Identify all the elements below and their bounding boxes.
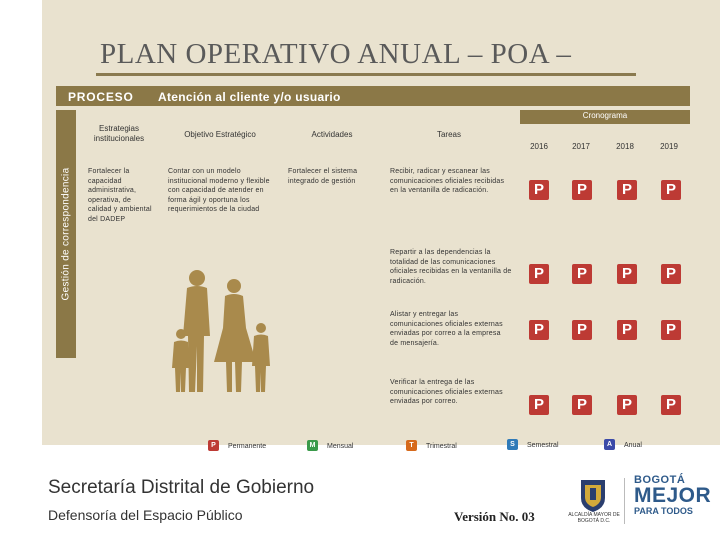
bogota-logo-line3: PARA TODOS bbox=[634, 506, 693, 516]
logo-divider bbox=[624, 478, 625, 524]
task-1: Recibir, radicar y escanear las comunicaciones oficiales recibidas en la ventanilla de radicación. bbox=[390, 168, 505, 194]
legend-badge-p: P bbox=[208, 440, 219, 451]
estrategia-cell: Fortalecer la capacidad administrativa, operativa, de calidad y ambiental del DADEP bbox=[88, 168, 152, 223]
schedule-badge: P bbox=[661, 180, 681, 200]
year-2016: 2016 bbox=[530, 142, 548, 151]
header-actividades: Actividades bbox=[311, 130, 353, 139]
bogota-logo-line2: MEJOR bbox=[634, 484, 712, 507]
legend-label-mensual: Mensual bbox=[327, 443, 354, 450]
schedule-badge: P bbox=[661, 264, 681, 284]
header-tareas: Tareas bbox=[436, 130, 461, 139]
cronograma-header: Cronograma bbox=[582, 111, 628, 120]
schedule-badge: P bbox=[617, 320, 637, 340]
schedule-badge: P bbox=[529, 180, 549, 200]
proceso-bar bbox=[56, 86, 690, 106]
header-objetivo: Objetivo Estratégico bbox=[184, 130, 256, 139]
schedule-badge: P bbox=[529, 320, 549, 340]
legend-badge-s: S bbox=[507, 439, 518, 450]
alcaldia-text: ALCALDÍA MAYOR DE BOGOTÁ D.C. bbox=[568, 512, 620, 524]
legend-label-anual: Anual bbox=[624, 442, 642, 449]
legend-badge-m: M bbox=[307, 440, 318, 451]
footer-department: Defensoría del Espacio Público bbox=[48, 507, 243, 523]
schedule-badge: P bbox=[661, 395, 681, 415]
schedule-badge: P bbox=[572, 395, 592, 415]
year-2019: 2019 bbox=[660, 142, 678, 151]
schedule-badge: P bbox=[617, 395, 637, 415]
task-2: Repartir a las dependencias la totalidad de las comunicaciones oficiales recibidas en la ventanilla de radicación. bbox=[390, 249, 512, 285]
schedule-badge: P bbox=[572, 320, 592, 340]
schedule-badge: P bbox=[617, 180, 637, 200]
year-2018: 2018 bbox=[616, 142, 634, 151]
task-3: Alistar y entregar las comunicaciones oficiales externas enviadas por correo a la empresa de mensajería. bbox=[390, 311, 503, 347]
legend-badge-a: A bbox=[604, 439, 615, 450]
legend-label-permanente: Permanente bbox=[228, 443, 267, 450]
year-2017: 2017 bbox=[572, 142, 590, 151]
family-illustration bbox=[162, 262, 280, 398]
page-title: PLAN OPERATIVO ANUAL – POA – bbox=[100, 38, 572, 70]
schedule-badge: P bbox=[572, 180, 592, 200]
proceso-label: PROCESO bbox=[68, 90, 134, 104]
title-underline bbox=[96, 73, 636, 76]
bogota-logo bbox=[634, 474, 716, 516]
schedule-badge: P bbox=[529, 264, 549, 284]
schedule-badge: P bbox=[529, 395, 549, 415]
legend-label-trimestral: Trimestral bbox=[426, 443, 457, 450]
objetivo-cell: Contar con un modelo institucional moderno y flexible con capacidad de atender en forma ágil y oportuna los requerimientos de la ciudad bbox=[168, 168, 270, 213]
side-label: Gestión de correspondencia bbox=[60, 167, 72, 301]
version-label: Versión No. 03 bbox=[454, 509, 535, 524]
footer-institution: Secretaría Distrital de Gobierno bbox=[48, 477, 315, 498]
proceso-value: Atención al cliente y/o usuario bbox=[158, 90, 341, 104]
schedule-badge: P bbox=[572, 264, 592, 284]
task-4: Verificar la entrega de las comunicaciones oficiales externas enviadas por correo. bbox=[390, 379, 503, 405]
legend-label-semestral: Semestral bbox=[527, 442, 559, 449]
schedule-badge: P bbox=[661, 320, 681, 340]
header-estrategias: Estrategias institucionales bbox=[93, 124, 145, 143]
legend-badge-t: T bbox=[406, 440, 417, 451]
actividad-cell: Fortalecer el sistema integrado de gestión bbox=[288, 168, 358, 185]
schedule-badge: P bbox=[617, 264, 637, 284]
bogota-logo-line1: BOGOTÁ bbox=[634, 474, 686, 486]
